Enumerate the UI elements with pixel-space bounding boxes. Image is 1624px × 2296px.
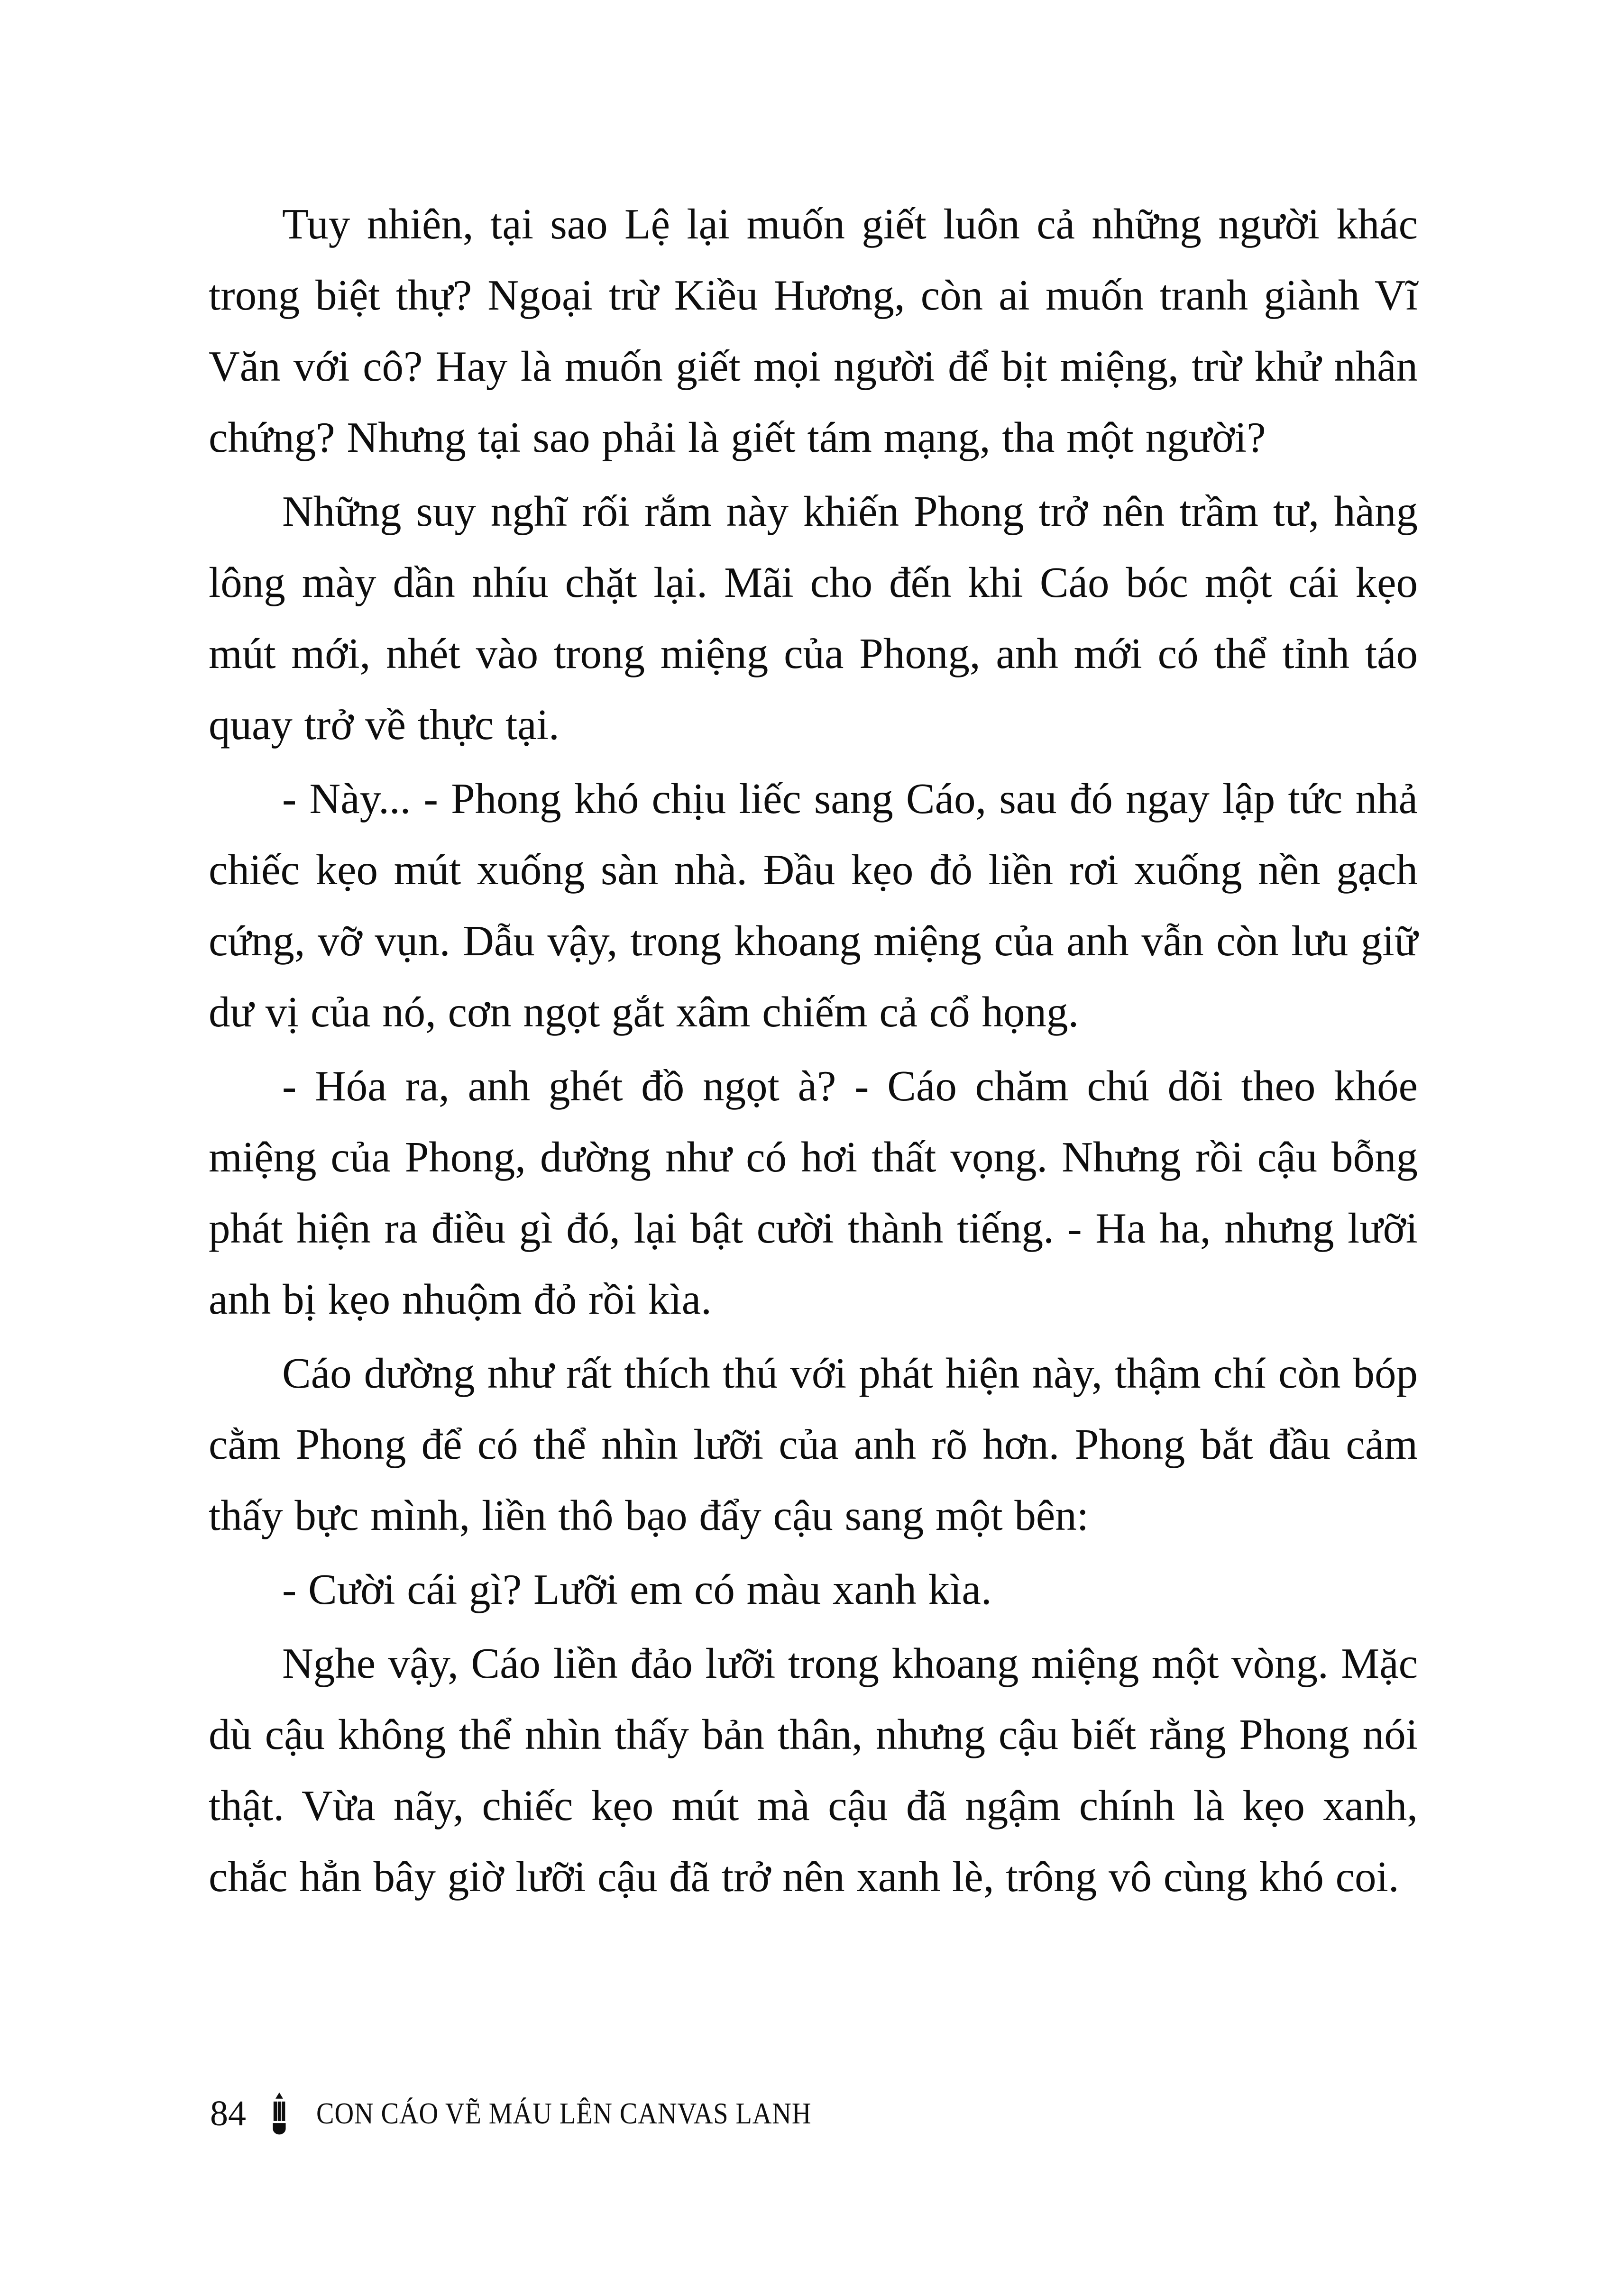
page-number: 84: [210, 2094, 246, 2133]
page-footer: [210, 2090, 879, 2137]
page-body: [209, 189, 1418, 1915]
paragraph-4: - Hóa ra, anh ghét đồ ngọt à? - Cáo chăm chú dõi theo khóe miệng của Phong, dường như có hơi thất vọng. Nhưng rồi cậu bỗng phát hiện ra điều gì đó, lại bật cười thành tiếng. - Ha ha, nhưng lưỡi anh bị kẹo nhuộm đỏ rồi kìa.: [209, 1062, 1418, 1323]
paragraph-2: Những suy nghĩ rối rắm này khiến Phong trở nên trầm tư, hàng lông mày dần nhíu chặt lại. Mãi cho đến khi Cáo bóc một cái kẹo mút mới, nhét vào trong miệng của Phong, anh mới có thể tỉnh táo quay trở về thực tại.: [209, 487, 1418, 749]
paragraph-7: Nghe vậy, Cáo liền đảo lưỡi trong khoang miệng một vòng. Mặc dù cậu không thể nhìn thấy bản thân, nhưng cậu biết rằng Phong nói thật. Vừa nãy, chiếc kẹo mút mà cậu đã ngậm chính là kẹo xanh, chắc hẳn bây giờ lưỡi cậu đã trở nên xanh lè, trông vô cùng khó coi.: [209, 1639, 1418, 1901]
pencil-icon: [266, 2091, 293, 2136]
paragraph-3: - Này... - Phong khó chịu liếc sang Cáo, sau đó ngay lập tức nhả chiếc kẹo mút xuống sàn nhà. Đầu kẹo đỏ liền rơi xuống nền gạch cứng, vỡ vụn. Dẫu vậy, trong khoang miệng của anh vẫn còn lưu giữ dư vị của nó, cơn ngọt gắt xâm chiếm cả cổ họng.: [209, 775, 1418, 1036]
paragraph-6: - Cười cái gì? Lưỡi em có màu xanh kìa.: [282, 1565, 992, 1613]
paragraph-1: Tuy nhiên, tại sao Lệ lại muốn giết luôn cả những người khác trong biệt thự? Ngoại trừ Kiều Hương, còn ai muốn tranh giành Vĩ Văn với cô? Hay là muốn giết mọi người để bịt miệng, trừ khử nhân chứng? Nhưng tại sao phải là giết tám mạng, tha một người?: [209, 200, 1418, 461]
book-title: CON CÁO VẼ MÁU LÊN CANVAS LANH: [316, 2096, 812, 2130]
paragraph-5: Cáo dường như rất thích thú với phát hiện này, thậm chí còn bóp cằm Phong để có thể nhìn lưỡi của anh rõ hơn. Phong bắt đầu cảm thấy bực mình, liền thô bạo đẩy cậu sang một bên:: [209, 1349, 1418, 1539]
